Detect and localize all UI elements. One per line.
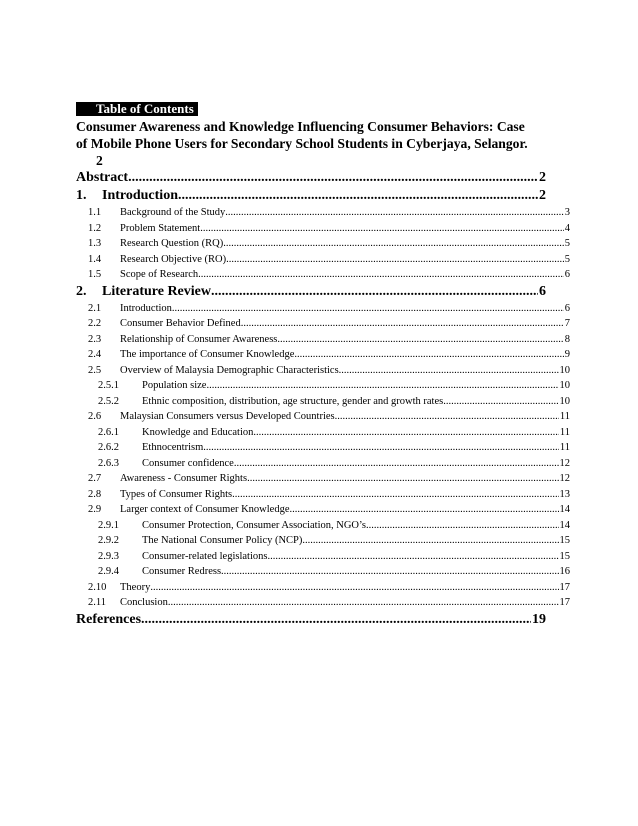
dot-leader: [168, 595, 559, 611]
toc-entry-text: Larger context of Consumer Knowledge: [120, 504, 290, 515]
toc-entry[interactable]: [76, 283, 570, 301]
toc-entry[interactable]: [76, 394, 570, 410]
toc-list: [76, 169, 570, 629]
toc-entry[interactable]: [76, 236, 570, 252]
toc-title-wrap: [76, 100, 570, 118]
toc-entry-number: 2.6.2: [98, 442, 119, 453]
dot-leader: [294, 347, 563, 363]
dot-leader: [206, 378, 558, 394]
toc-entry[interactable]: [76, 471, 570, 487]
toc-entry-number: 2.9.2: [98, 535, 119, 546]
toc-entry-page: 10: [559, 364, 570, 376]
toc-entry-text: Introduction: [102, 188, 178, 203]
toc-entry-number: 2.6: [88, 411, 102, 422]
title-page-number: 2: [96, 153, 103, 168]
toc-entry-number: 2.10: [88, 581, 107, 593]
toc-entry[interactable]: [76, 502, 570, 518]
toc-entry-number: 2.6.3: [98, 457, 119, 469]
toc-entry-page: 13: [559, 488, 570, 500]
toc-entry-text: Consumer confidence: [142, 457, 234, 469]
document-title: [76, 118, 570, 169]
toc-entry-page: 8: [564, 333, 570, 345]
toc-page: [76, 100, 570, 629]
toc-entry-text: Consumer Protection, Consumer Association, NGO’s: [142, 519, 366, 531]
toc-entry-number: 1.: [76, 188, 87, 203]
toc-entry-text: Types of Consumer Rights: [120, 488, 233, 500]
toc-entry-number: 1.1: [88, 207, 102, 218]
toc-entry[interactable]: [76, 409, 570, 425]
toc-entry-page: 14: [559, 519, 570, 531]
dot-leader: [211, 283, 538, 301]
title-line-2: of Mobile Phone Users for Secondary School Students in Cyberjaya, Selangor.: [76, 136, 528, 151]
toc-entry-number: 2.5: [88, 364, 102, 376]
dot-leader: [443, 394, 558, 410]
toc-entry-page: 17: [559, 581, 570, 593]
toc-entry-number: 2.5.1: [98, 380, 119, 391]
dot-leader: [339, 363, 559, 379]
dot-leader: [150, 580, 558, 596]
toc-entry[interactable]: [76, 221, 570, 237]
toc-entry-page: 7: [564, 318, 570, 329]
dot-leader: [221, 564, 558, 580]
toc-entry-number: 2.5.2: [98, 395, 119, 407]
title-line-1: Consumer Awareness and Knowledge Influencing Consumer Behaviors: Case: [76, 119, 525, 134]
toc-entry-page: 19: [532, 611, 546, 627]
toc-entry-number: 1.3: [88, 238, 102, 249]
toc-entry-page: 9: [564, 349, 570, 360]
toc-entry[interactable]: [76, 425, 570, 441]
toc-entry-text: Conclusion: [120, 597, 168, 608]
toc-entry[interactable]: [76, 169, 570, 187]
toc-entry-number: 1.4: [88, 253, 102, 265]
toc-entry-number: 2.7: [88, 473, 102, 484]
toc-entry-number: 2.1: [88, 302, 102, 314]
toc-entry-text: Consumer-related legislations: [142, 550, 268, 562]
toc-entry-page: 3: [564, 207, 570, 218]
toc-entry-text: Research Question (RQ): [120, 238, 224, 249]
toc-entry-text: Relationship of Consumer Awareness: [120, 333, 278, 345]
toc-entry-page: 14: [559, 504, 570, 515]
toc-entry-number: 2.9: [88, 504, 102, 515]
toc-entry-page: 17: [559, 597, 570, 608]
toc-entry[interactable]: [76, 487, 570, 503]
toc-entry-text: References: [76, 611, 142, 627]
toc-entry-number: 2.9.3: [98, 550, 119, 562]
dot-leader: [232, 487, 558, 503]
toc-entry-number: 2.9.4: [98, 566, 119, 577]
toc-entry[interactable]: [76, 252, 570, 268]
toc-entry[interactable]: [76, 595, 570, 611]
toc-entry-number: 2.11: [88, 597, 106, 608]
dot-leader: [128, 169, 538, 187]
toc-entry-page: 2: [539, 170, 546, 185]
toc-entry-number: 2.8: [88, 488, 102, 500]
toc-entry-page: 5: [564, 238, 570, 249]
toc-entry-text: Ethnic composition, distribution, age structure, gender and growth rates: [142, 395, 444, 407]
toc-entry-number: 2.4: [88, 349, 102, 360]
dot-leader: [223, 236, 564, 252]
toc-entry-text: Overview of Malaysia Demographic Characteristics: [120, 364, 339, 376]
toc-entry[interactable]: [76, 533, 570, 549]
toc-entry-text: The National Consumer Policy (NCP): [142, 535, 303, 546]
toc-entry[interactable]: [76, 332, 570, 348]
toc-entry-text: Consumer Behavior Defined: [120, 318, 241, 329]
toc-entry-number: 2.: [76, 283, 87, 299]
dot-leader: [290, 502, 559, 518]
toc-entry-page: 11: [559, 426, 570, 438]
toc-entry[interactable]: [76, 564, 570, 580]
toc-entry-page: 6: [564, 302, 570, 314]
toc-entry-text: Theory: [120, 581, 151, 593]
dot-leader: [253, 425, 558, 441]
dot-leader: [198, 267, 564, 283]
toc-title: Table of Contents: [76, 102, 198, 116]
dot-leader: [200, 221, 564, 237]
toc-entry-number: 2.2: [88, 318, 102, 329]
toc-entry[interactable]: [76, 549, 570, 565]
toc-entry-number: 1.5: [88, 269, 102, 280]
toc-entry-number: 2.3: [88, 333, 102, 345]
toc-entry-text: Population size: [142, 380, 207, 391]
toc-entry-page: 12: [559, 473, 570, 484]
toc-entry-text: Literature Review: [102, 283, 211, 299]
toc-entry-page: 4: [564, 222, 570, 234]
dot-leader: [225, 205, 563, 221]
toc-entry-page: 2: [539, 188, 546, 203]
dot-leader: [172, 301, 564, 317]
toc-entry-page: 6: [564, 269, 570, 280]
dot-leader: [267, 549, 558, 565]
dot-leader: [366, 518, 559, 534]
toc-entry[interactable]: [76, 363, 570, 379]
toc-entry-text: The importance of Consumer Knowledge: [120, 349, 295, 360]
dot-leader: [241, 316, 564, 332]
toc-entry[interactable]: [76, 456, 570, 472]
toc-entry-number: 2.9.1: [98, 519, 119, 531]
toc-entry-page: 15: [559, 550, 570, 562]
dot-leader: [302, 533, 558, 549]
toc-entry[interactable]: [76, 378, 570, 394]
dot-leader: [178, 187, 538, 205]
toc-entry[interactable]: [76, 580, 570, 596]
toc-entry[interactable]: [76, 187, 570, 205]
toc-entry-text: Malaysian Consumers versus Developed Countries: [120, 411, 335, 422]
toc-entry-text: Background of the Study: [120, 207, 226, 218]
dot-leader: [247, 471, 558, 487]
toc-entry-page: 12: [559, 457, 570, 469]
toc-entry-text: Introduction: [120, 302, 172, 314]
toc-entry-page: 15: [559, 535, 570, 546]
toc-entry-page: 6: [539, 283, 546, 299]
toc-entry[interactable]: [76, 611, 570, 629]
toc-entry-text: Scope of Research: [120, 269, 199, 280]
toc-entry[interactable]: [76, 440, 570, 456]
toc-entry-text: Research Objective (RO): [120, 253, 227, 265]
toc-entry-page: 11: [559, 442, 570, 453]
dot-leader: [226, 252, 564, 268]
toc-entry-page: 16: [559, 566, 570, 577]
dot-leader: [335, 409, 559, 425]
toc-entry-page: 10: [559, 380, 570, 391]
toc-entry[interactable]: [76, 347, 570, 363]
toc-entry-text: Knowledge and Education: [142, 426, 254, 438]
toc-entry[interactable]: [76, 518, 570, 534]
toc-entry-text: Consumer Redress: [142, 566, 222, 577]
toc-entry-page: 11: [559, 411, 570, 422]
toc-entry[interactable]: [76, 205, 570, 221]
dot-leader: [203, 440, 559, 456]
toc-entry[interactable]: [76, 301, 570, 317]
toc-entry-text: Ethnocentrism: [142, 442, 204, 453]
toc-entry-text: Awareness - Consumer Rights: [120, 473, 248, 484]
dot-leader: [234, 456, 559, 472]
toc-entry[interactable]: [76, 267, 570, 283]
toc-entry-page: 5: [564, 253, 570, 265]
dot-leader: [277, 332, 563, 348]
toc-entry-text: Abstract: [76, 170, 129, 185]
toc-entry-number: 1.2: [88, 222, 102, 234]
toc-entry[interactable]: [76, 316, 570, 332]
toc-entry-text: Problem Statement: [120, 222, 201, 234]
toc-entry-number: 2.6.1: [98, 426, 119, 438]
dot-leader: [141, 611, 531, 629]
toc-entry-page: 10: [559, 395, 570, 407]
